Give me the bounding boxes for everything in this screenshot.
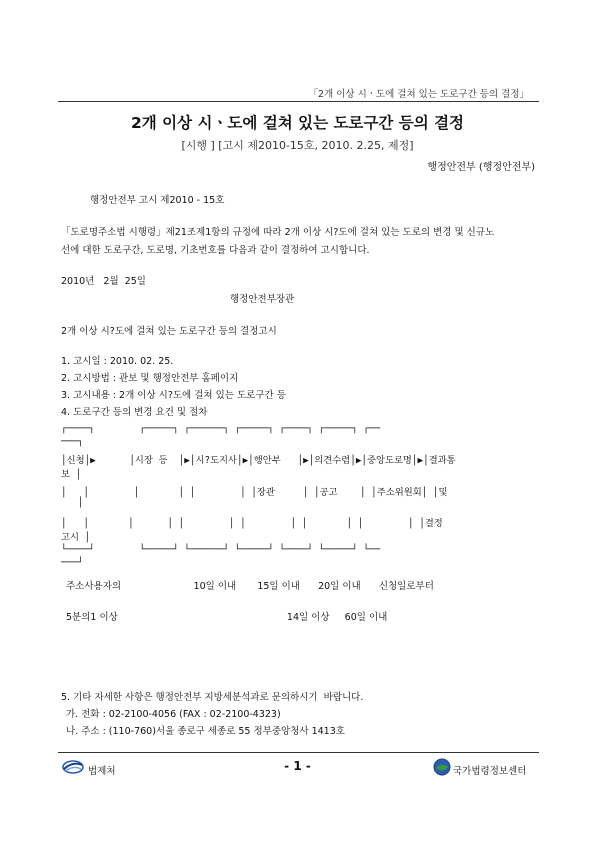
item-4: 4. 도로구간 등의 변경 요건 및 절차 (61, 407, 208, 418)
diagram-line: └────┘ └─────┘ └──────┘ └─────┘ └────┘ └─────┘ └── (61, 544, 381, 555)
paragraph-line-2: 선에 대한 도로구간, 도로명, 기초번호를 다음과 같이 결정하여 고시합니다. (61, 245, 370, 256)
diagram-line: ───┘ (61, 557, 84, 568)
footer-left-label: 법제처 (88, 766, 116, 777)
item-5-address: 나. 주소 : (110-760)서울 종로구 세종로 55 정부중앙청사 1413호 (66, 726, 345, 737)
diagram-line: │ │ │ │ │ │ │장관 │ │공고 │ │주소위원회│ │및 (61, 487, 448, 498)
notice-date: 2010년 2월 25일 (61, 276, 146, 287)
item-5-phone: 가. 전화 : 02-2100-4056 (FAX : 02-2100-4323) (66, 709, 281, 720)
diagram-line: ┌────┐ ┌─────┐ ┌──────┐ ┌─────┐ ┌────┐ ┌─────┐ ┌── (61, 423, 381, 434)
paragraph-line-1: 「도로명주소법 시행령」제21조제1항의 규정에 따라 2개 이상 시?도에 걸쳐 있는 도로의 변경 및 신규노 (61, 227, 495, 238)
issuing-agency: 행정안전부 (행정안전부) (427, 162, 535, 173)
footer-rule (58, 752, 539, 753)
document-title: 2개 이상 시ㆍ도에 걸쳐 있는 도로구간 등의 결정 (130, 114, 465, 132)
item-2: 2. 고시방법 : 관보 및 행정안전부 홈페이지 (61, 373, 239, 384)
item-3: 3. 고시내용 : 2개 이상 시?도에 걸쳐 있는 도로구간 등 (61, 390, 286, 401)
section-title: 2개 이상 시?도에 걸쳐 있는 도로구간 등의 결정고시 (61, 326, 277, 337)
diagram-line: 보 │ (61, 469, 82, 480)
running-header: 「2개 이상 시ㆍ도에 걸쳐 있는 도로구간 등의 결정」 (308, 89, 529, 100)
timing-row-1: 주소사용자의 10일 이내 15일 이내 20일 이내 신청일로부터 (66, 581, 434, 592)
timing-row-2: 5분의1 이상 14일 이상 60일 이내 (66, 612, 388, 623)
item-1: 1. 고시일 : 2010. 02. 25. (61, 356, 174, 367)
diagram-line: ───┐ (61, 436, 84, 447)
item-5: 5. 기타 자세한 사항은 행정안전부 지방세분석과로 문의하시기 바랍니다. (61, 692, 364, 703)
law-center-logo-icon (433, 758, 451, 776)
minister-signature: 행정안전부장관 (230, 294, 295, 305)
diagram-line: │신청│▶ │시장 등 │▶│시?도지사│▶│행안부 │▶│의견수렴│▶│중앙도로명│▶│결과통 (61, 455, 456, 466)
diagram-line: 고시 │ (61, 532, 91, 543)
document-subtitle: [시행 ] [고시 제2010-15호, 2010. 2.25, 제정] (181, 139, 414, 152)
header-rule (58, 101, 539, 102)
diagram-line: │ │ │ │ │ │ │ │ │ │ │ │ │결정 (61, 518, 443, 529)
footer-right-label: 국가법령정보센터 (453, 766, 527, 777)
page-number: - 1 - (284, 759, 311, 773)
diagram-line: │ (61, 497, 84, 508)
notice-number: 행정안전부 고시 제2010 - 15호 (90, 195, 225, 206)
